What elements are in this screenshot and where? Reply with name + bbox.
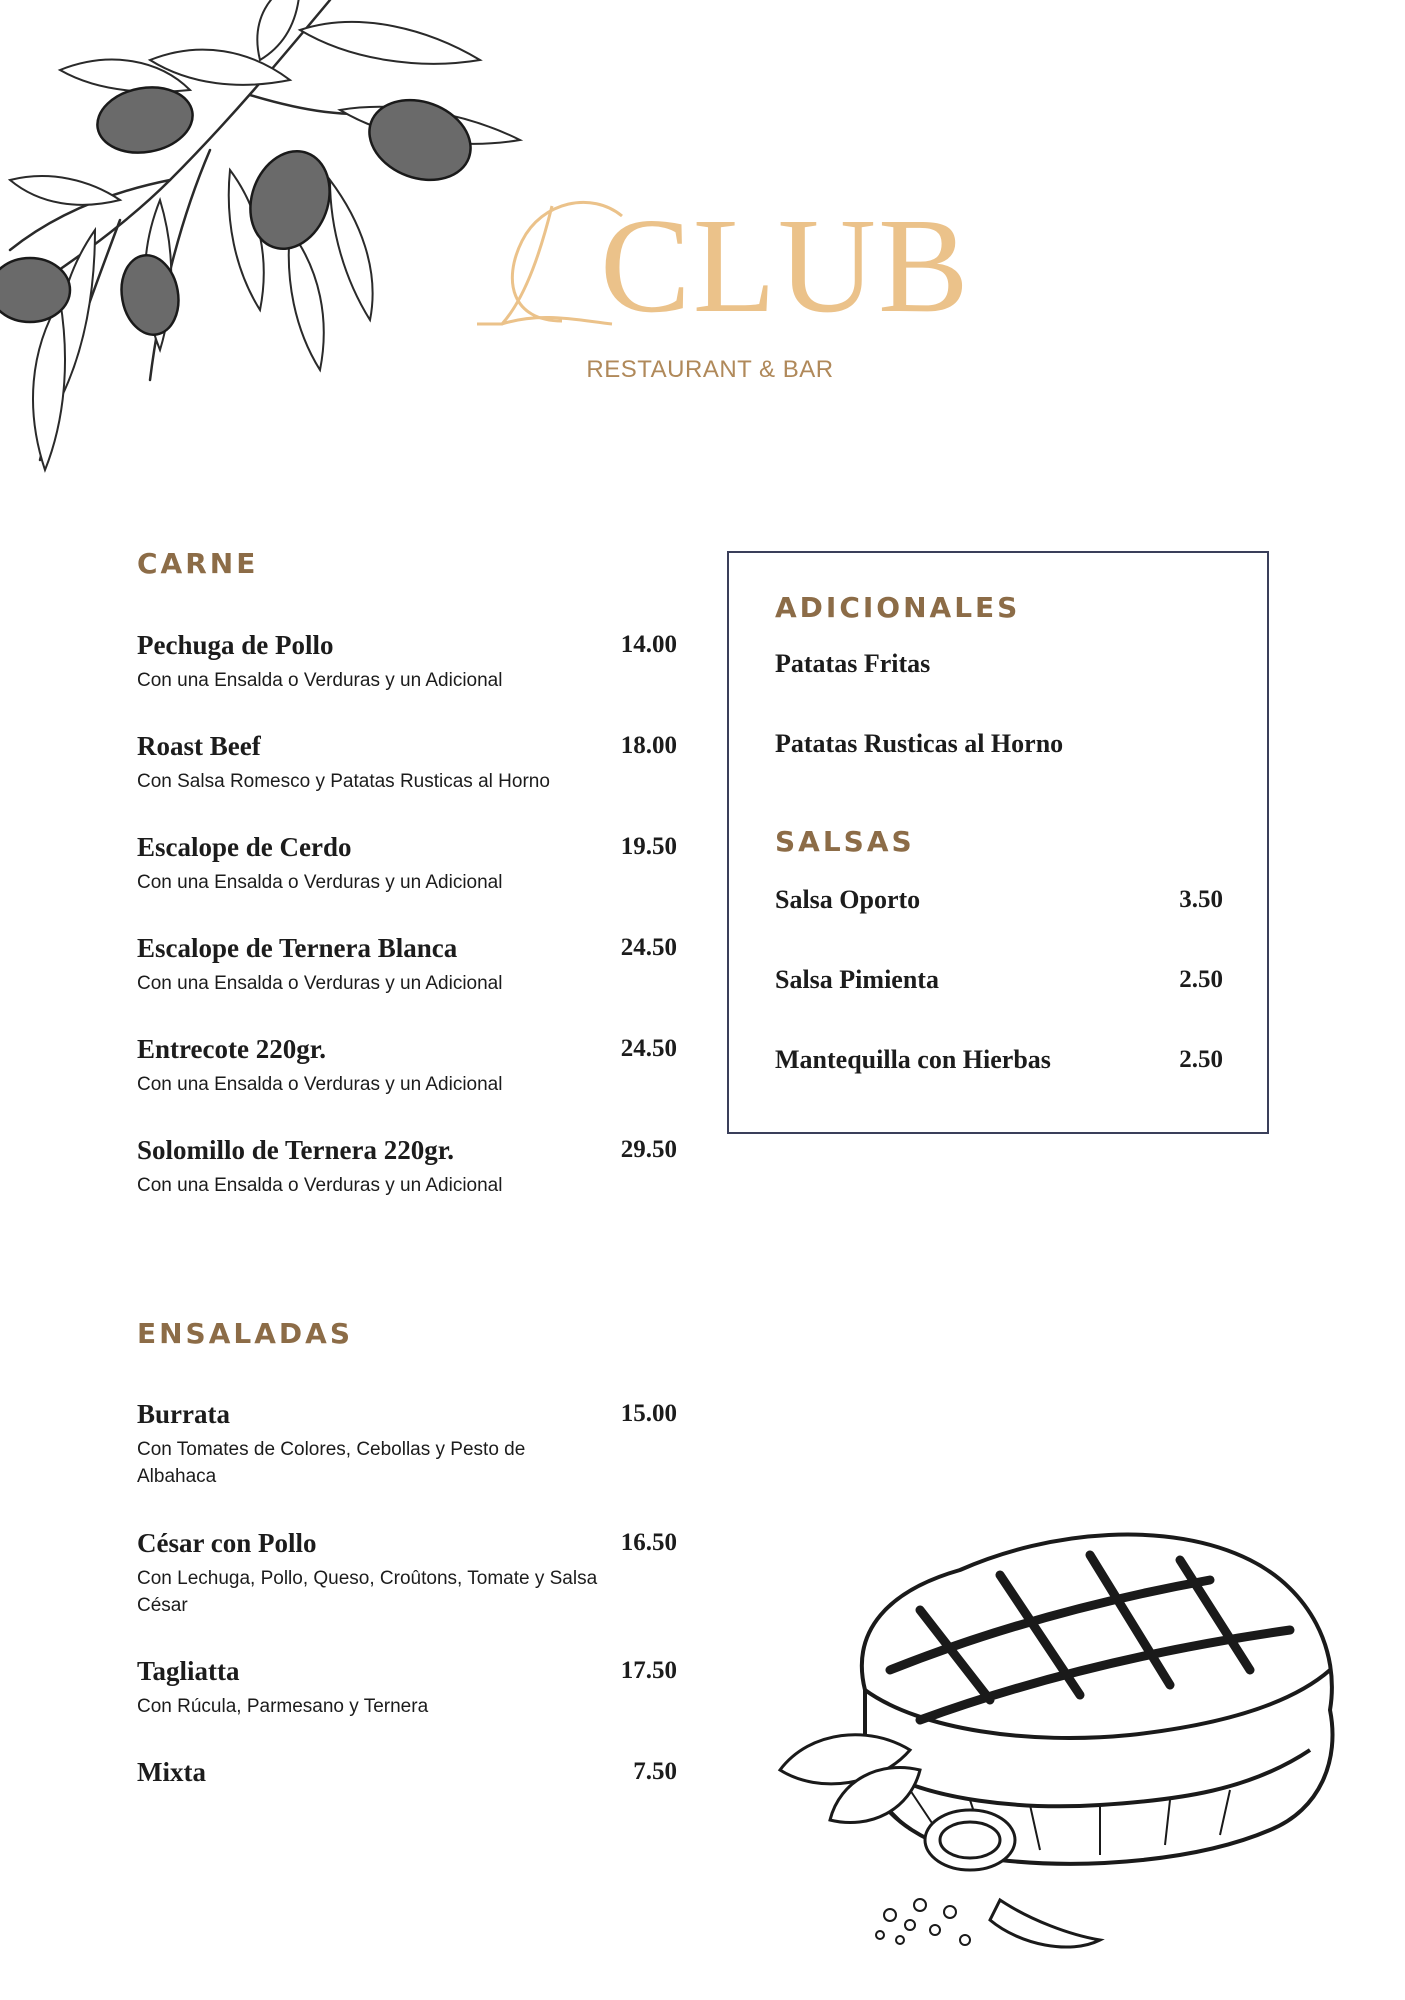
item-name: Salsa Oporto <box>775 885 921 914</box>
item-price: 16.50 <box>620 1529 677 1556</box>
item-name: Patatas Fritas <box>775 649 931 678</box>
item-name: Escalope de Ternera Blanca <box>137 933 458 963</box>
section-title-ensaladas: ENSALADAS <box>137 1317 353 1350</box>
item-price: 18.00 <box>620 732 677 759</box>
item-description: Con Tomates de Colores, Cebollas y Pesto de Albahaca <box>137 1439 526 1487</box>
item-price: 29.50 <box>620 1136 677 1163</box>
menu-item <box>137 932 677 997</box>
item-name: César con Pollo <box>137 1528 317 1558</box>
item-price: 2.50 <box>1179 966 1223 993</box>
item-name: Entrecote 220gr. <box>137 1034 326 1064</box>
menu-item <box>137 1655 677 1720</box>
item-description: Con una Ensalda o Verduras y un Adicional <box>137 872 503 893</box>
item-description: Con Rúcula, Parmesano y Ternera <box>137 1696 429 1717</box>
item-price: 24.50 <box>620 1035 677 1062</box>
item-price: 24.50 <box>620 934 677 961</box>
item-name: Patatas Rusticas al Horno <box>775 729 1064 758</box>
extras-box <box>727 551 1269 1134</box>
menu-item <box>775 648 1223 680</box>
menu-item <box>137 1033 677 1098</box>
item-price: 14.00 <box>620 631 677 658</box>
item-price: 15.00 <box>620 1400 677 1427</box>
menu-item <box>775 728 1223 760</box>
menu-item <box>775 1044 1223 1076</box>
menu-item <box>775 964 1223 996</box>
item-name: Tagliatta <box>137 1656 240 1686</box>
menu-item <box>775 884 1223 916</box>
item-description: Con Salsa Romesco y Patatas Rusticas al Horno <box>137 771 550 792</box>
menu-item <box>137 1756 677 1788</box>
item-description: Con Lechuga, Pollo, Queso, Croûtons, Tomate y Salsa César <box>137 1568 598 1616</box>
tagline: RESTAURANT & BAR <box>586 356 834 383</box>
menu-item <box>137 1398 677 1490</box>
logo-wordmark: CLUB <box>600 191 971 341</box>
item-name: Burrata <box>137 1399 230 1429</box>
item-price: 17.50 <box>620 1657 677 1684</box>
section-title-salsas: SALSAS <box>775 825 915 858</box>
item-price: 7.50 <box>633 1758 677 1785</box>
menu-item <box>137 1527 677 1619</box>
steak-icon <box>770 1500 1370 1970</box>
menu-item <box>137 831 677 896</box>
item-description: Con una Ensalda o Verduras y un Adicional <box>137 670 503 691</box>
item-name: Salsa Pimienta <box>775 965 939 994</box>
item-name: Escalope de Cerdo <box>137 832 352 862</box>
item-name: Solomillo de Ternera 220gr. <box>137 1135 455 1165</box>
item-name: Roast Beef <box>137 731 261 761</box>
menu-item <box>137 730 677 795</box>
section-title-carne: CARNE <box>137 547 259 580</box>
item-name: Mixta <box>137 1757 206 1787</box>
item-price: 2.50 <box>1179 1046 1223 1073</box>
section-title-adicionales: ADICIONALES <box>775 591 1021 624</box>
item-name: Mantequilla con Hierbas <box>775 1045 1051 1074</box>
menu-item <box>137 1134 677 1199</box>
item-description: Con una Ensalda o Verduras y un Adicional <box>137 973 503 994</box>
item-name: Pechuga de Pollo <box>137 630 334 660</box>
item-price: 3.50 <box>1179 886 1223 913</box>
item-description: Con una Ensalda o Verduras y un Adicional <box>137 1175 503 1196</box>
item-price: 19.50 <box>620 833 677 860</box>
menu-item <box>137 629 677 694</box>
logo <box>472 191 971 341</box>
item-description: Con una Ensalda o Verduras y un Adicional <box>137 1074 503 1095</box>
